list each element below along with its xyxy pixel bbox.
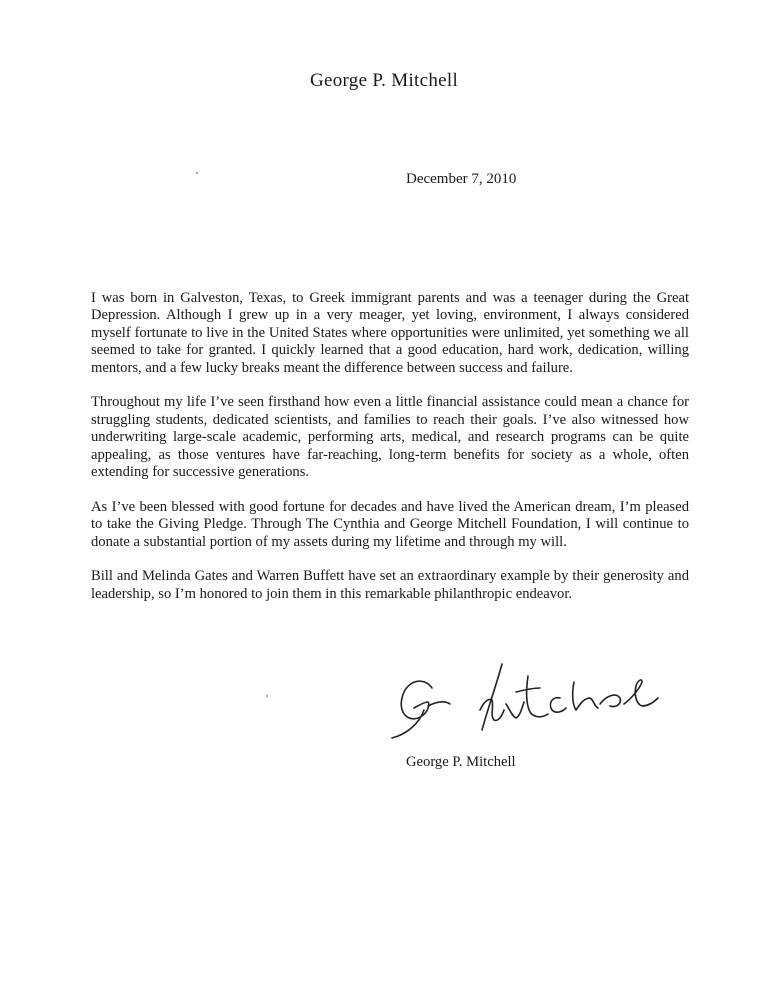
letter-date: December 7, 2010 — [406, 171, 517, 187]
signer-printed-name: George P. Mitchell — [406, 754, 516, 770]
paragraph-2: Throughout my life I’ve seen firsthand how even a little financial assistance could mean a chance for struggling students, dedicated scientists, and families to reach their goals. I’ve also witnessed how underwriting large-scale academic, performing arts, medical, and research programs can be quite appealing, as those ventures have far-reaching, long-term benefits for society as a whole, often extending for successive generations. — [91, 394, 689, 481]
letterhead-name: George P. Mitchell — [309, 70, 459, 91]
paragraph-3: As I’ve been blessed with good fortune for decades and have lived the American dream, I’m pleased to take the Giving Pledge. Through The Cynthia and George Mitchell Foundation, I will continue to donate a substantial portion of my assets during my lifetime and through my will. — [91, 498, 689, 550]
scan-speck — [266, 695, 268, 697]
letter-body — [91, 290, 689, 621]
paragraph-4: Bill and Melinda Gates and Warren Buffett have set an extraordinary example by their generosity and leadership, so I’m honored to join them in this remarkable philanthropic endeavor. — [91, 568, 689, 602]
scan-speck — [196, 172, 198, 174]
handwritten-signature — [384, 658, 674, 744]
paragraph-1: I was born in Galveston, Texas, to Greek immigrant parents and was a teenager during the Great Depression. Although I grew up in a very meager, yet loving, environment, I always considered myself fortunate to live in the United States where opportunities were unlimited, yet something we all seemed to take for granted. I quickly learned that a good education, hard work, dedication, willing mentors, and a few lucky breaks meant the difference between success and failure. — [91, 290, 689, 376]
